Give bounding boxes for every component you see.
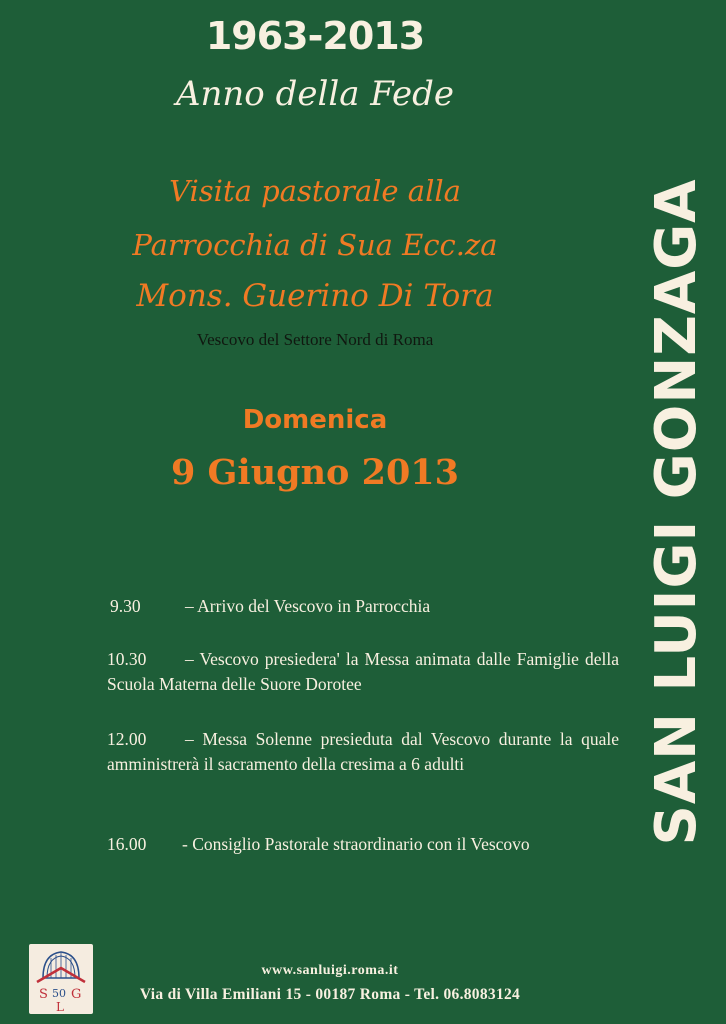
event-date: 9 Giugno 2013 (170, 452, 460, 493)
side-title-strip (628, 0, 726, 1024)
side-title: SAN LUIGI GONZAGA (644, 178, 709, 846)
visit-line-1: Visita pastorale alla (169, 174, 461, 208)
logo-letter-s: S (39, 987, 48, 1002)
schedule-item (107, 647, 619, 697)
schedule-item (107, 727, 619, 777)
visit-line-2: Parrocchia di Sua Ecc.za (132, 228, 498, 262)
schedule-text: – Messa Solenne presieduta dal Vescovo durante la quale amministrerà il sacramento della cresima a 6 adulti (107, 729, 619, 774)
years-heading: 1963-2013 (205, 14, 425, 58)
schedule-time: 9.30 (110, 596, 141, 616)
year-of-faith-subtitle: Anno della Fede (175, 74, 455, 114)
website-link[interactable]: www.sanluigi.roma.it (261, 963, 399, 978)
schedule-time: 10.30 (107, 649, 147, 669)
bishop-name: Mons. Guerino Di Tora (136, 278, 494, 314)
parish-logo (29, 944, 93, 1014)
schedule-text: – Arrivo del Vescovo in Parrocchia (185, 596, 431, 616)
schedule-text: - Consiglio Pastorale straordinario con il Vescovo (182, 834, 530, 854)
bishop-role: Vescovo del Settore Nord di Roma (196, 330, 434, 349)
parish-address: Via di Villa Emiliani 15 - 00187 Roma - Tel. 06.8083124 (139, 986, 521, 1003)
schedule-time: 12.00 (107, 729, 147, 749)
schedule-time: 16.00 (107, 834, 147, 854)
logo-number: 50 (52, 987, 66, 1000)
schedule-text: – Vescovo presiedera' la Messa animata dalle Famiglie della Scuola Materna delle Suore Dorotee (107, 649, 619, 694)
event-day: Domenica (242, 405, 388, 435)
church-dome-icon (29, 944, 93, 1014)
schedule-item (110, 594, 622, 619)
logo-letter-g: G (71, 987, 82, 1002)
schedule-item (107, 832, 619, 857)
logo-letter-l: L (56, 1000, 64, 1014)
